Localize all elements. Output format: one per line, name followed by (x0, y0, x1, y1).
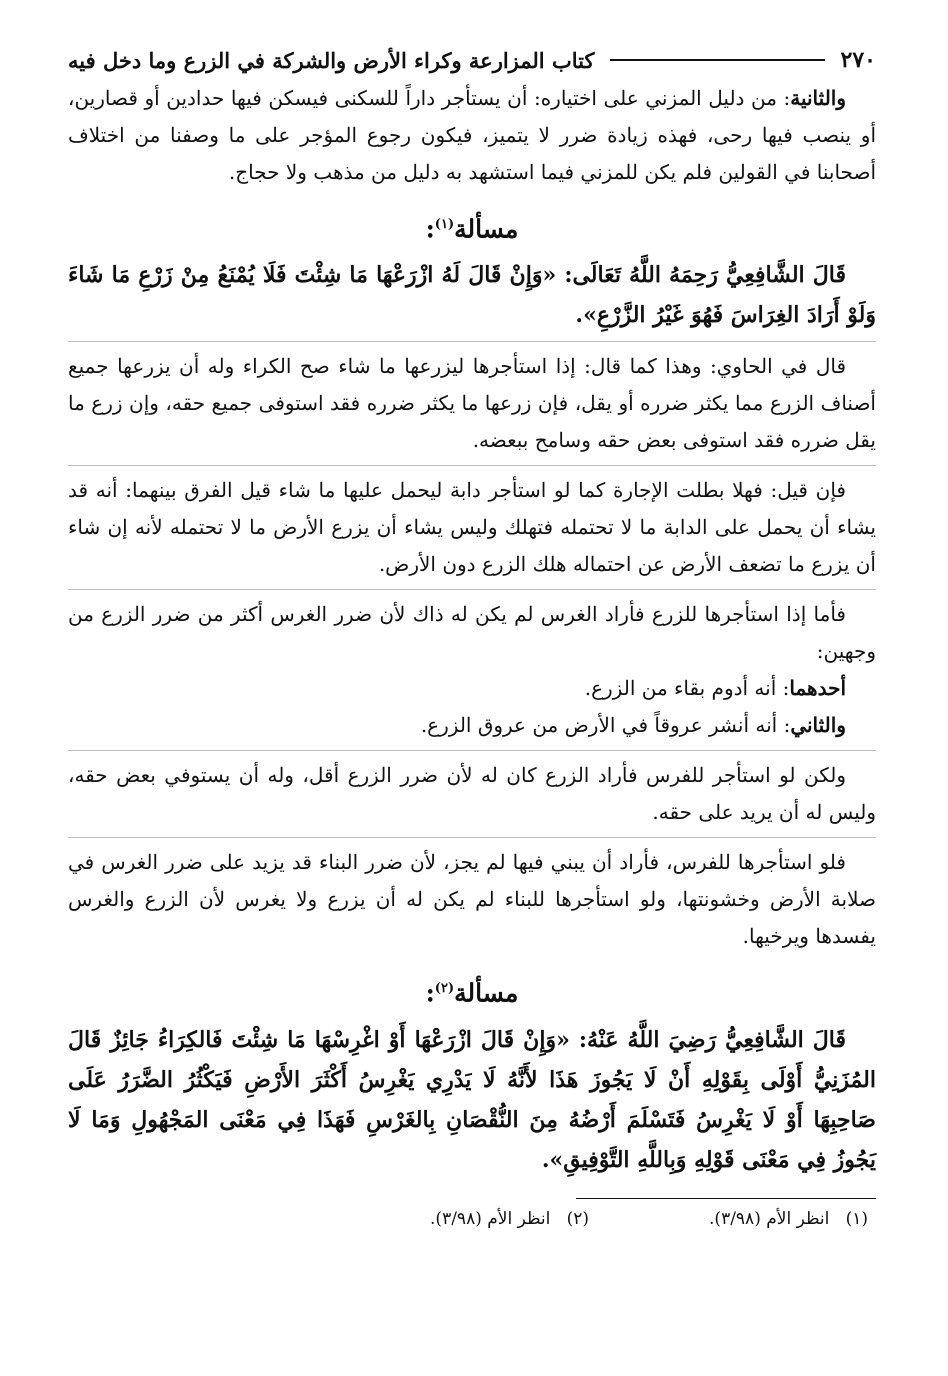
heading-colon: : (425, 978, 435, 1008)
shafii-quote-2: قَالَ الشَّافِعِيُّ رَضِيَ اللَّهُ عَنْهُ: «وَإِنْ قَالَ ازْرَعْهَا أَوْ اغْرِسْهَا مَا شِئْتَ فَالكِرَاءُ جَائِزٌ قَالَ المُزَنِيُّ أَوْلَى بِقَوْلِهِ أَنْ لَا يَجُوزَ هَذَا لأَنَّهُ لَا يَدْرِي يَغْرِسُ أَكْثَرَ الأَرْضِ فَيَكْثُرُ الضَّرَرُ عَلَى صَاحِبِهَا أَوْ لَا يَغْرِسُ فَتَسْلَمَ أَرْضُهُ مِنَ النُّقْصَانِ بِالغَرْسِ فَهَذَا فِي مَعْنَى المَجْهُولِ وَمَا لَا يَجُوزُ فِي مَعْنَى قَوْلِهِ وَبِاللَّهِ التَّوْفِيقِ». (68, 1026, 876, 1173)
paragraph-lead: أحدهما (789, 676, 846, 701)
paragraph-second-argument (68, 80, 876, 191)
footnote-number: (١) (845, 1208, 868, 1229)
header-rule (610, 59, 824, 61)
heading-label: مسألة (454, 214, 519, 244)
footnote-number: (٢) (566, 1208, 590, 1229)
section-heading-2 (68, 969, 876, 1013)
divider (68, 750, 876, 751)
paragraph-text: : أنه أدوم بقاء من الزرع. (584, 676, 790, 701)
paragraph-hawi: قال في الحاوي: وهذا كما قال: إذا استأجرها ليزرعها ما شاء صح الكراء وله أن يزرعها جميع أصناف الزرع مما يكثر ضرره أو يقل، فإن زرعها ما يكثر ضرره فقد استوفى جميع حقه، وإن زرع ما يقل ضرره فقد استوفى بعض حقه وسامح ببعضه. (68, 354, 876, 453)
paragraph-lead: والثانية (790, 86, 846, 110)
paragraph-planting: فأما إذا استأجرها للزرع فأراد الغرس لم يكن له ذاك لأن ضرر الغرس أكثر من ضرر الزرع من وجهين: (68, 602, 876, 664)
footnote-1 (709, 1209, 868, 1229)
paragraph-lead: والثاني (790, 713, 846, 738)
heading-label: مسألة (454, 978, 519, 1008)
footnote-text: انظر الأم (٣/٩٨). (430, 1208, 551, 1229)
paragraph-first-reason (68, 670, 876, 707)
chapter-title: كتاب المزارعة وكراء الأرض والشركة في الزرع وما دخل فيه (68, 47, 595, 73)
divider (68, 837, 876, 838)
paragraph-text: : من دليل المزني على اختياره: أن يستأجر داراً للسكنى فيسكن فيها حدادين أو قصارين، أو ينصب فيها رحى، فهذه زيادة ضرر لا يتميز، فيكون رجوع المؤجر على ما وصفنا من اختلاف أصحابنا في القولين فلم يكن للمزني فيما استشهد به دليل من مذهب ولا حجاج. (68, 86, 876, 184)
footnotes (68, 1209, 876, 1229)
heading-colon: : (425, 214, 435, 244)
footnote-ref-2: (٢) (434, 981, 455, 997)
page-number: ٢٧٠ (840, 47, 876, 73)
footnote-rule (576, 1198, 876, 1199)
footnote-text: انظر الأم (٣/٩٨). (709, 1208, 830, 1229)
section-heading-1 (68, 205, 876, 249)
footnote-2 (430, 1209, 589, 1229)
paragraph-horse-rental: ولكن لو استأجر للفرس فأراد الزرع كان له لأن ضرر الزرع أقل، وله أن يستوفي بعض حقه، وليس له أن يريد على حقه. (68, 763, 876, 825)
divider (68, 465, 876, 466)
book-page (68, 40, 876, 1360)
paragraph-text: : أنه أنشر عروقاً في الأرض من عروق الزرع. (420, 713, 791, 738)
paragraph-building: فلو استأجرها للفرس، فأراد أن يبني فيها لم يجز، لأن ضرر البناء قد يزيد على ضرر الغرس في صلابة الأرض وخشونتها، ولو استأجرها للبناء لم يكن له أن يزرع ولا يغرس لأن الزرع والغرس يفسدها ويرخيها. (68, 850, 876, 949)
footnote-ref-1: (١) (434, 217, 455, 232)
divider (68, 341, 876, 342)
running-header (68, 40, 876, 80)
paragraph-objection: فإن قيل: فهلا بطلت الإجارة كما لو استأجر دابة ليحمل عليها ما شاء قيل الفرق بينهما: أنه قد يشاء أن يحمل على الدابة ما لا تحتمله فتهلك وليس يشاء أن يزرع الأرض ما لا تحتمله لأنه إن شاء أن يزرع ما تضعف الأرض عن احتماله هلك الزرع دون الأرض. (68, 478, 876, 577)
shafii-quote-1: قَالَ الشَّافِعِيُّ رَحِمَهُ اللَّهُ تَعَالَى: «وَإِنْ قَالَ لَهُ ازْرَعْهَا مَا شِئْتَ فَلَا يُمْنَعُ مِنْ زَرْعِ مَا شَاءَ وَلَوْ أَرَادَ الغِرَاسَ فَهُوَ غَيْرُ الزَّرْعِ». (68, 262, 876, 329)
paragraph-second-reason (68, 707, 876, 744)
divider (68, 589, 876, 590)
